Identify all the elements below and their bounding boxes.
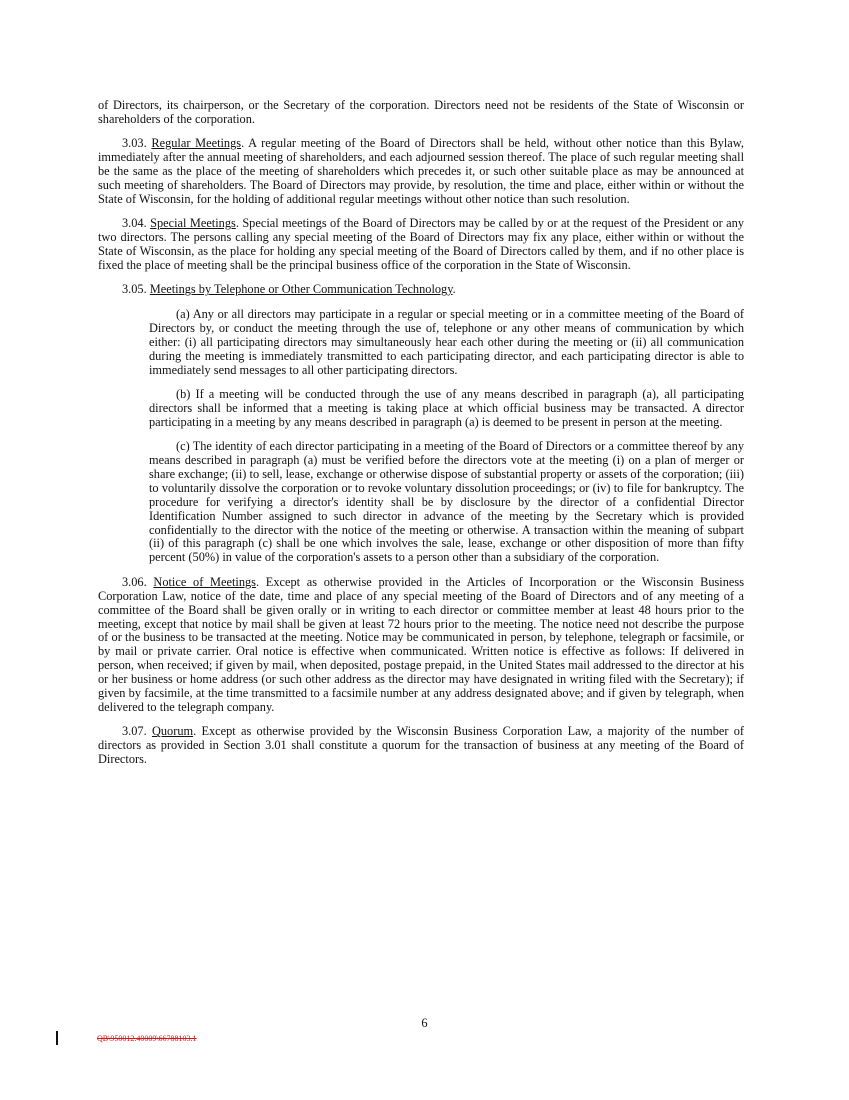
- section-heading: Notice of Meetings: [153, 574, 256, 589]
- paragraph-continuation: of Directors, its chairperson, or the Secretary of the corporation. Directors need not be residents of the State of Wisconsin or shareholders of the corporation.: [98, 98, 744, 126]
- section-body: . Special meetings of the Board of Directors may be called by or at the request of the President or any two directors. The persons calling any special meeting of the Board of Directors may fix any place, either within or without the State of Wisconsin, as the place for holding any special meeting of the Board of Directors called by them, and if no other place is fixed the place of meeting shall be the principal business office of the corporation in the State of Wisconsin.: [98, 216, 744, 273]
- section-heading: Meetings by Telephone or Other Communication Technology: [149, 282, 453, 297]
- subparagraph-a: (a) Any or all directors may participate in a regular or special meeting or in a committee meeting of the Board of Directors by, or conduct the meeting through the use of, telephone or any other means of communication by which either: (i) all participating directors may simultaneously hear each other during the meeting or (ii) all communication during the meeting is immediately transmitted to each participating director, and each participating director is able to immediately send messages to all other participating directors.: [149, 306, 744, 377]
- section-body: . Except as otherwise provided by the Wisconsin Business Corporation Law, a majority of the number of directors as provided in Section 3.01 shall constitute a quorum for the transaction of business at any meeting of the Board of Directors.: [98, 724, 744, 767]
- section-heading: Special Meetings: [150, 216, 236, 231]
- subparagraph-c: (c) The identity of each director participating in a meeting of the Board of Directors or a committee thereof by any means described in paragraph (a) must be verified before the directors vote at the meeting (i) on a plan of merger or share exchange; (ii) to sell, lease, exchange or otherwise dispose of substantial property or assets of the corporation; (iii) to voluntarily dissolve the corporation or to revoke voluntary dissolution proceedings; or (iv) to file for bankruptcy. The procedure for verifying a director's identity shall be by disclosure by the director of a confidential Director Identification Number assigned to such director in advance of the meeting by the Secretary which is provided confidentially to the director with the notice of the meeting or otherwise. A transaction within the meaning of subpart (ii) of this paragraph (c) shall be one which involves the sale, lease, exchange or other disposition of more than fifty percent (50%) in value of the corporation's assets to a person other than a subsidiary of the corporation.: [149, 439, 744, 565]
- section-heading: Quorum: [151, 724, 194, 739]
- section-body: . Except as otherwise provided in the Articles of Incorporation or the Wisconsin Business Corporation Law, notice of the date, time and place of any special meeting of the Board of Directors and of any meeting of a committee of the Board shall be given orally or in writing to each director or committee member at least 48 hours prior to the meeting, except that notice by mail shall be given at least 72 hours prior to the meeting. The notice need not describe the purpose of or the business to be transacted at the meeting. Notice may be communicated in person, by telephone, telegraph or facsimile, or by mail or private carrier. Oral notice is effective when communicated. Written notice is effective as follows: If delivered in person, when received; if given by mail, when deposited, postage prepaid, in the United States mail addressed to the director at his or her business or home address (or such other address as the director may have designated in writing filed with the Secretary); if given by facsimile, at the time transmitted to a facsimile number at any address designated above; and if given by telegraph, when delivered to the telegraph company.: [98, 574, 744, 714]
- section-body: .: [452, 282, 456, 297]
- document-body: [98, 99, 744, 767]
- section-body: . A regular meeting of the Board of Directors shall be held, without other notice than this Bylaw, immediately after the annual meeting of shareholders, and each adjourned session thereof. The place of such regular meeting shall be the same as the place of the meeting of shareholders which precedes it, or such other suitable place as may be announced at such meeting of shareholders. The Board of Directors may provide, by resolution, the time and place, either within or without the State of Wisconsin, for the holding of additional regular meetings without other notice than such resolution.: [98, 136, 744, 206]
- section-number: 3.07.: [122, 724, 152, 739]
- section-3-06: [98, 576, 744, 715]
- section-number: 3.04.: [122, 216, 151, 231]
- revision-bar: [56, 1031, 58, 1045]
- section-number: 3.03.: [122, 136, 152, 151]
- document-id: QB\950012.40009\66788103.1: [97, 1034, 197, 1043]
- section-3-05: [98, 283, 744, 297]
- section-number: 3.06.: [122, 574, 154, 589]
- section-number: 3.05.: [122, 282, 150, 297]
- section-heading: Regular Meetings: [151, 136, 242, 151]
- section-3-07: [98, 725, 744, 767]
- section-3-04: [98, 217, 744, 273]
- section-3-03: [98, 137, 744, 207]
- page-number: 6: [421, 1016, 428, 1030]
- subparagraph-b: (b) If a meeting will be conducted through the use of any means described in paragraph (a), all participating directors shall be informed that a meeting is taking place at which official business may be transacted. A director participating in a meeting by any means described in paragraph (a) is deemed to be present in person at the meeting.: [149, 386, 744, 429]
